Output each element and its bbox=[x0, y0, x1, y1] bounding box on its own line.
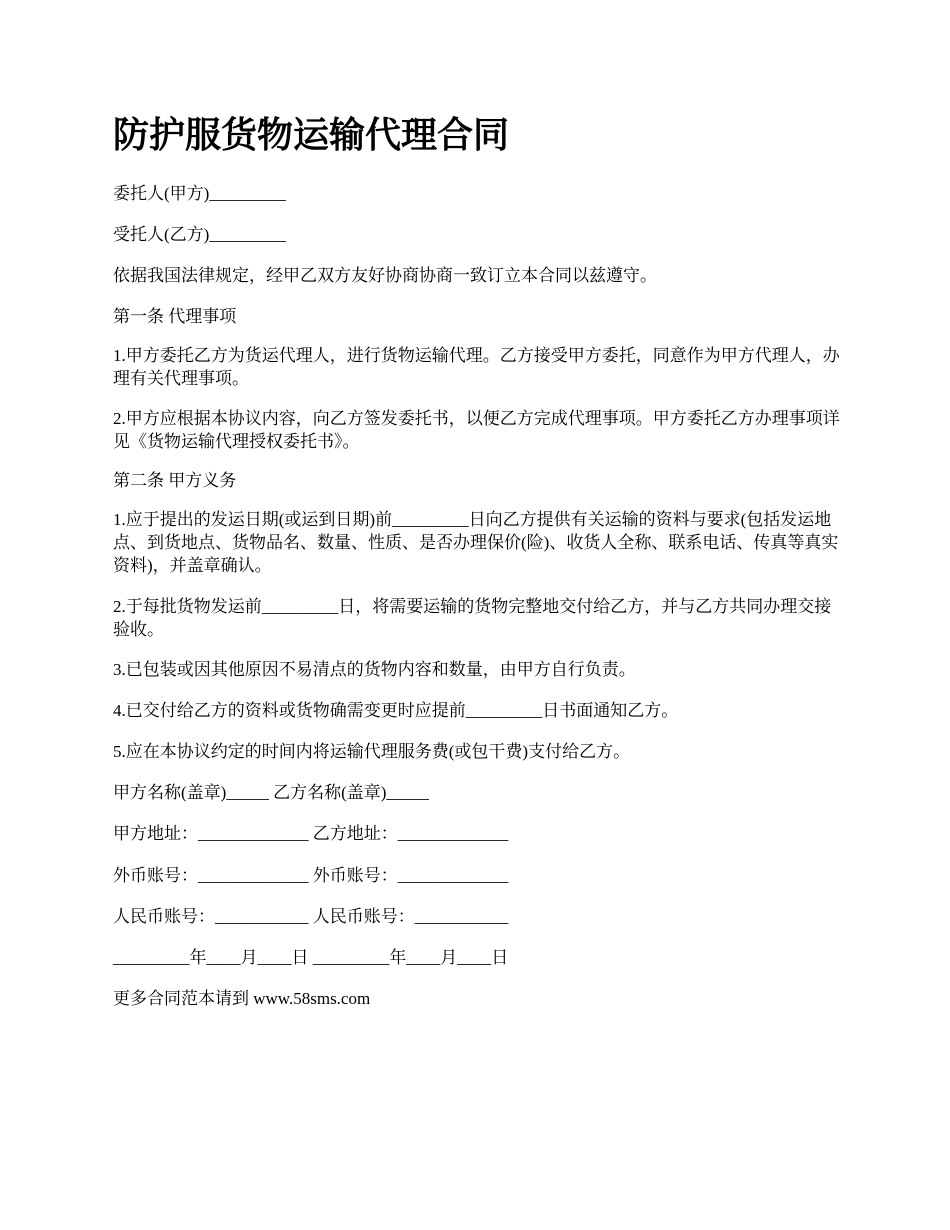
party-a-line: 委托人(甲方)_________ bbox=[113, 184, 286, 203]
signature-names-line: 甲方名称(盖章)_____ 乙方名称(盖章)_____ bbox=[113, 783, 429, 802]
preamble-paragraph: 依据我国法律规定，经甲乙双方友好协商协商一致订立本合同以兹遵守。 bbox=[113, 266, 657, 285]
article-2-heading: 第二条 甲方义务 bbox=[113, 471, 237, 490]
article-1-clause-2: 2.甲方应根据本协议内容，向乙方签发委托书，以便乙方完成代理事项。甲方委托乙方办理事项详见《货物运输代理授权委托书》。 bbox=[113, 409, 840, 451]
article-2-clause-4: 4.已交付给乙方的资料或货物确需变更时应提前_________日书面通知乙方。 bbox=[113, 701, 679, 720]
rmb-account-line: 人民币账号：___________ 人民币账号：___________ bbox=[113, 907, 509, 926]
article-2-clause-5: 5.应在本协议约定的时间内将运输代理服务费(或包干费)支付给乙方。 bbox=[113, 742, 631, 761]
article-1-clause-1: 1.甲方委托乙方为货运代理人，进行货物运输代理。乙方接受甲方委托，同意作为甲方代理人，办理有关代理事项。 bbox=[113, 346, 840, 388]
document-title: 防护服货物运输代理合同 bbox=[113, 115, 510, 156]
article-2-clause-1: 1.应于提出的发运日期(或运到日期)前_________日向乙方提供有关运输的资料与要求(包括发运地点、到货地点、货物品名、数量、性质、是否办理保价(险)、收货人全称、联系电话、传真等真实资料)，并盖章确认。 bbox=[113, 510, 839, 575]
article-2-clause-3: 3.已包装或因其他原因不易清点的货物内容和数量，由甲方自行负责。 bbox=[113, 660, 636, 679]
date-line: _________年____月____日 _________年____月____日 bbox=[113, 948, 509, 967]
foreign-account-line: 外币账号：_____________ 外币账号：_____________ bbox=[113, 866, 509, 885]
signature-address-line: 甲方地址：_____________ 乙方地址：_____________ bbox=[113, 824, 509, 843]
article-2-clause-2: 2.于每批货物发运前_________日，将需要运输的货物完整地交付给乙方，并与乙方共同办理交接验收。 bbox=[113, 597, 832, 639]
footer-link-text: 更多合同范本请到 www.58sms.com bbox=[113, 989, 371, 1008]
article-1-heading: 第一条 代理事项 bbox=[113, 307, 237, 326]
party-b-line: 受托人(乙方)_________ bbox=[113, 225, 286, 244]
